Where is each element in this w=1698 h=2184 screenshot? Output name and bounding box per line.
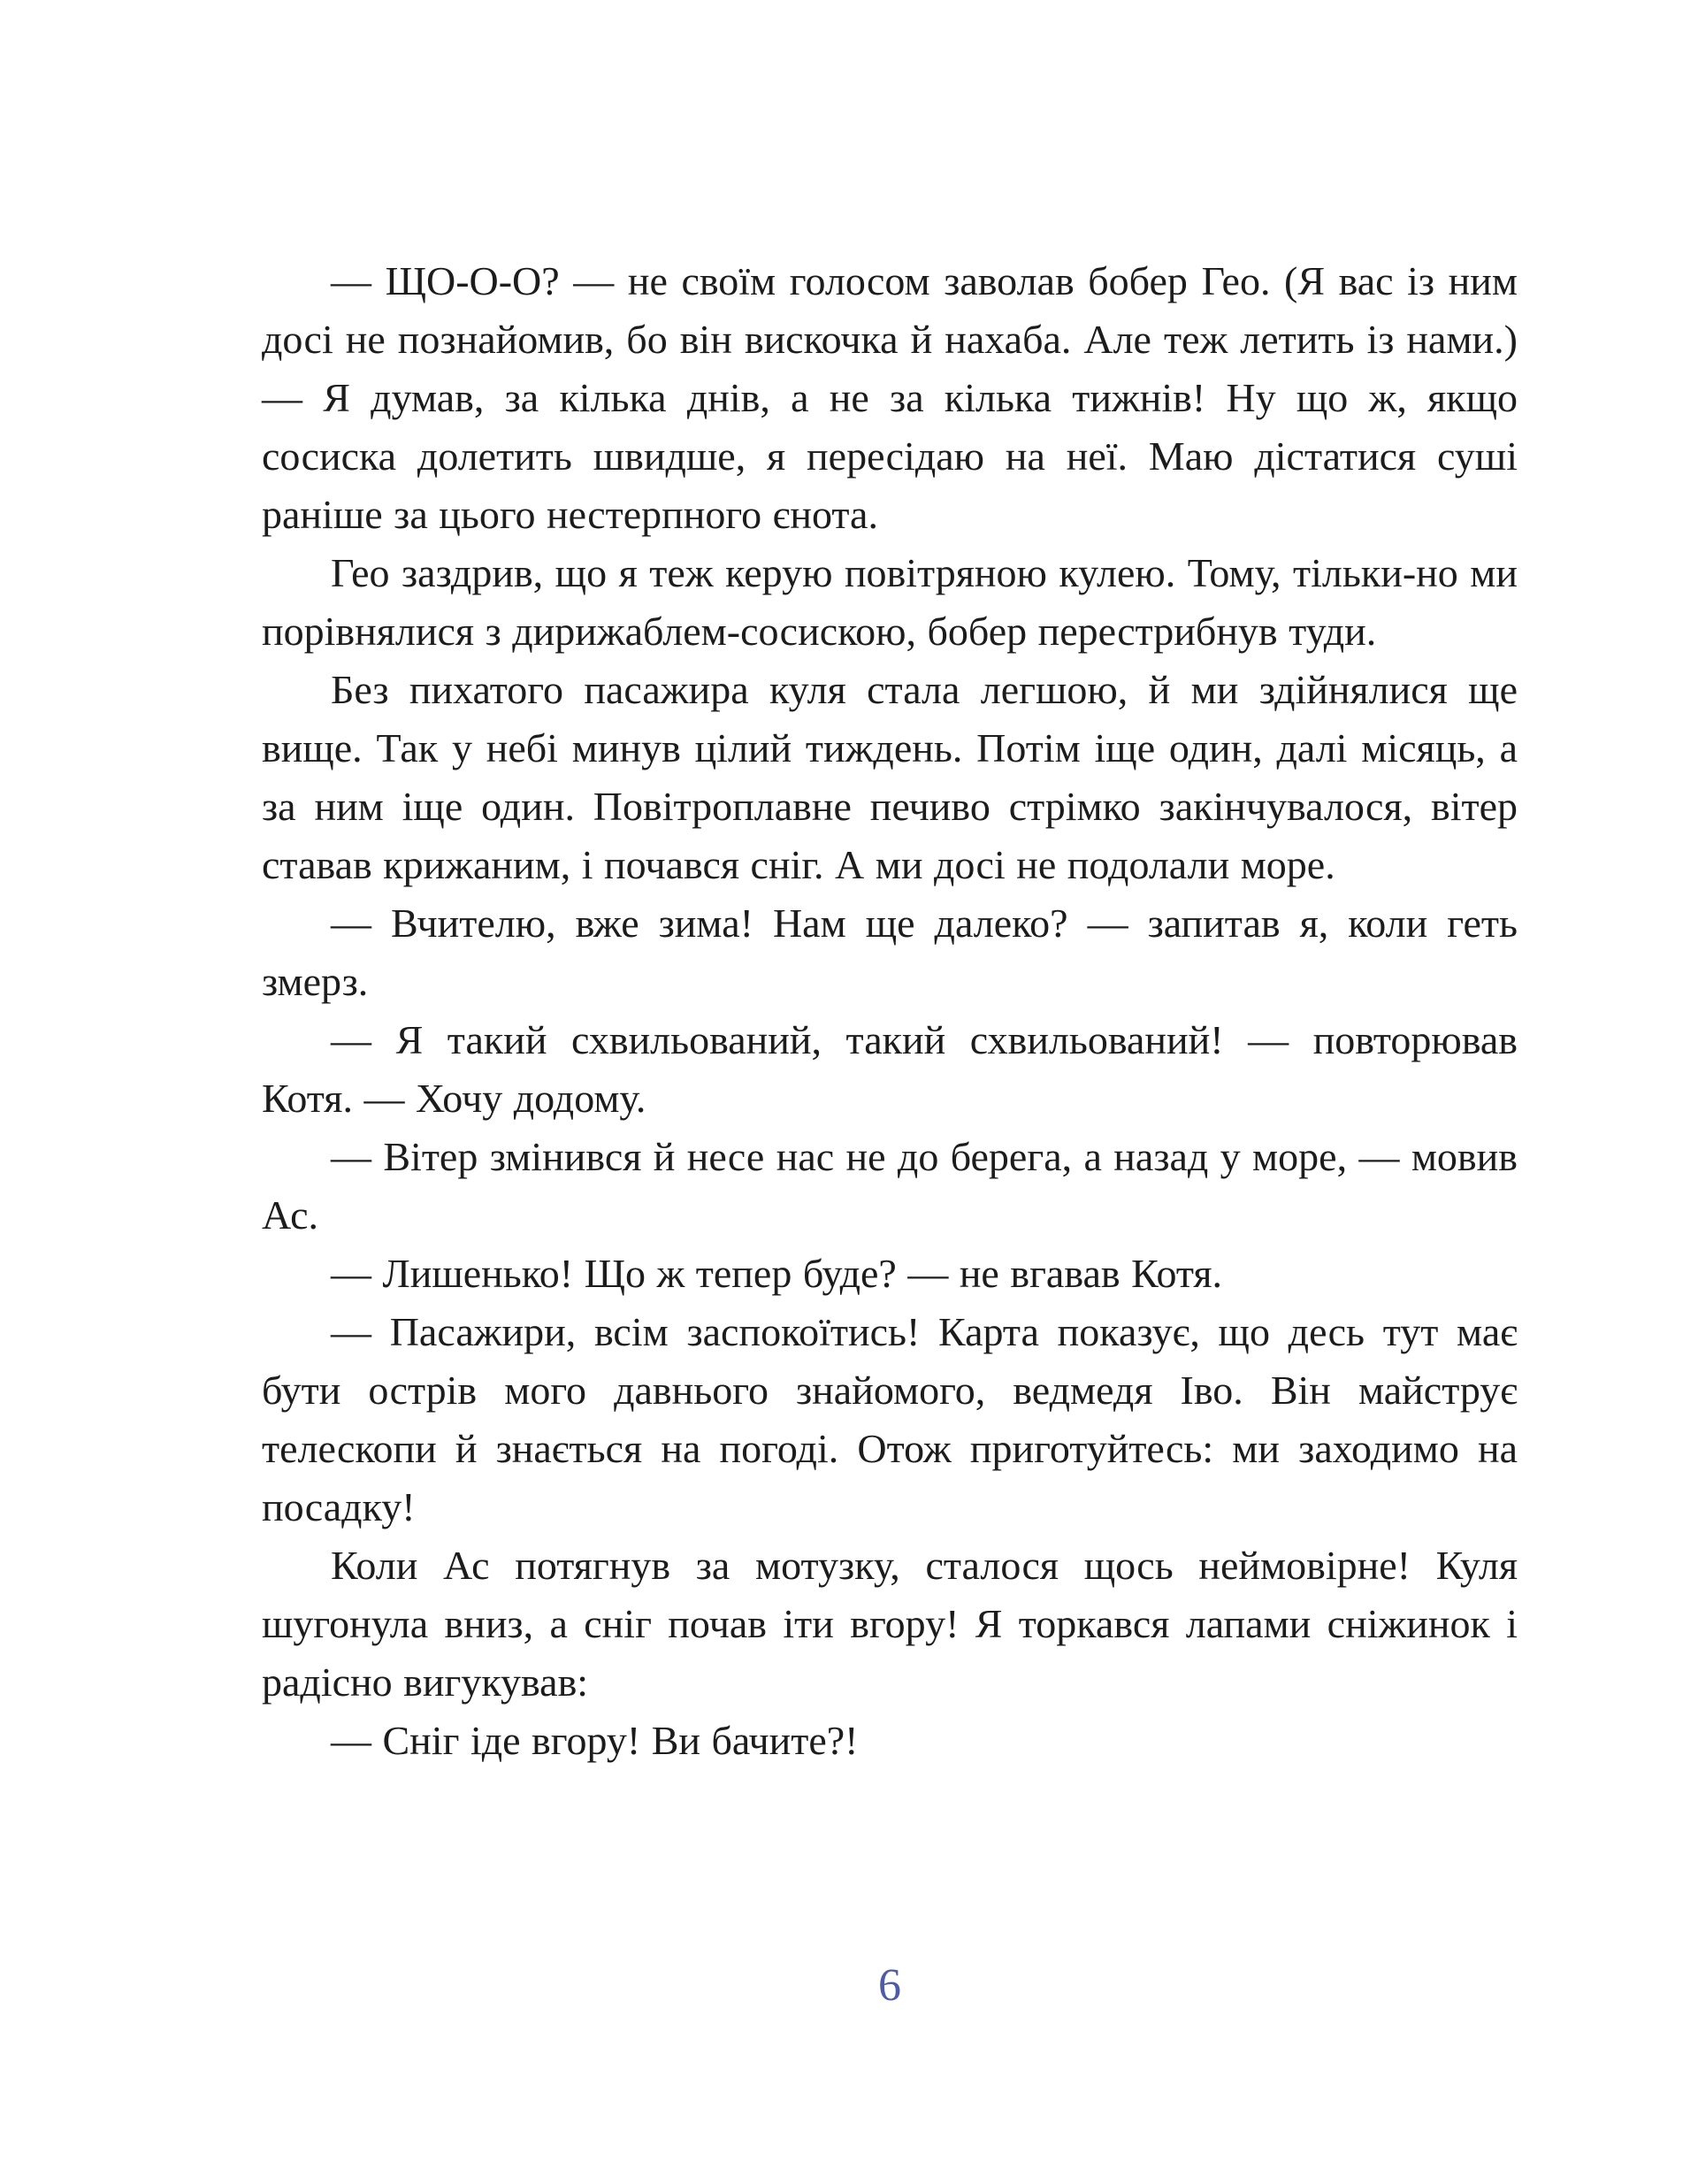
paragraph: — ЩО-О-О? — не своїм голосом заволав бобер Гео. (Я вас із ним досі не познайомив, бо він вискочка й нахаба. Але теж летить із нами.) — Я думав, за кілька днів, а не за кілька тижнів! Ну що ж, якщо сосиска долетить швидше, я пересідаю на неї. Маю дістатися суші раніше за цього нестерпного єнота.: [262, 258, 1518, 537]
paragraph: — Лишенько! Що ж тепер буде? — не вгавав Котя.: [331, 1251, 1223, 1296]
paragraph: Гео заздрив, що я теж керую повітряною кулею. Тому, тільки-но ми порівнялися з дирижаблем-сосискою, бобер перестрибнув туди.: [262, 550, 1518, 654]
page-number: 6: [878, 1960, 901, 2011]
paragraph: — Пасажири, всім заспокоїтись! Карта показує, що десь тут має бути острів мого давнього знайомого, ведмедя Іво. Він майструє телескопи й знається на погоді. Отож приготуйтесь: ми заходимо на посадку!: [262, 1309, 1518, 1529]
paragraph: — Вчителю, вже зима! Нам ще далеко? — запитав я, коли геть змерз.: [262, 900, 1518, 1004]
paragraph: — Я такий схвильований, такий схвильований! — повторював Котя. — Хочу додому.: [262, 1017, 1518, 1121]
paragraph: — Сніг іде вгору! Ви бачите?!: [331, 1718, 859, 1763]
paragraph: Коли Ас потягнув за мотузку, сталося щось неймовірне! Куля шугонула вниз, а сніг почав іти вгору! Я торкався лапами сніжинок і радісно вигукував:: [262, 1543, 1518, 1705]
paragraph: — Вітер змінився й несе нас не до берега, а назад у море, — мовив Ас.: [262, 1134, 1518, 1238]
text-block: [262, 252, 1518, 1770]
paragraph: Без пихатого пасажира куля стала легшою, й ми здійнялися ще вище. Так у небі минув цілий тиждень. Потім іще один, далі місяць, а за ним іще один. Повітроплавне печиво стрімко закінчувалося, вітер ставав крижаним, і почався сніг. А ми досі не подолали море.: [262, 667, 1518, 887]
